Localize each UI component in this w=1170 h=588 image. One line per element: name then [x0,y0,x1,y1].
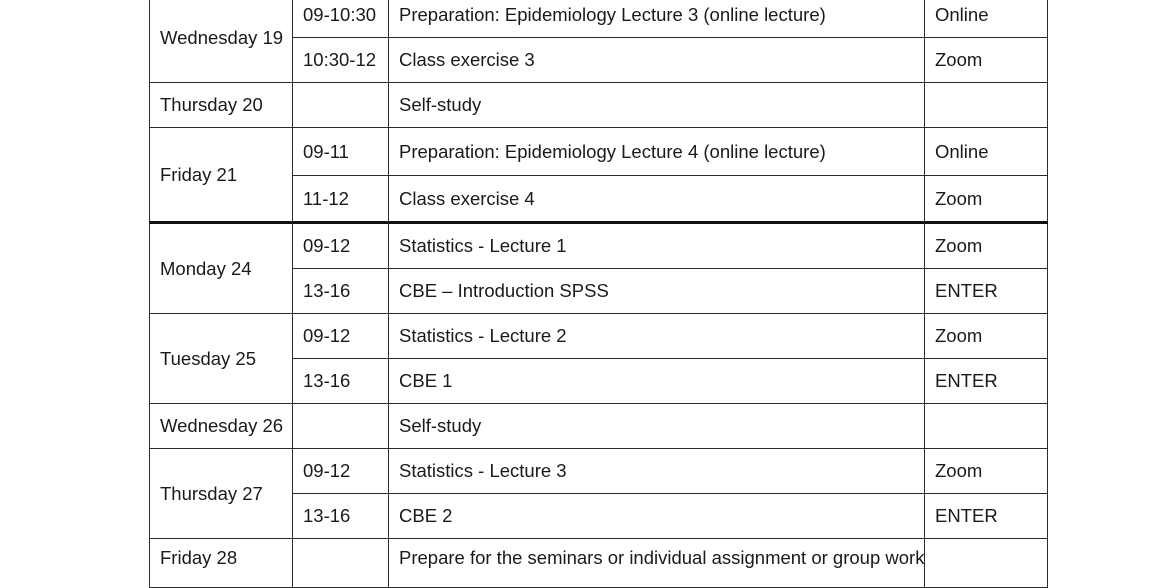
activity-cell: Class exercise 3 [389,38,925,83]
day-cell: Wednesday 19 [150,0,293,83]
table-row [150,404,1048,449]
location-cell [925,539,1048,588]
time-cell: 13-16 [293,359,389,404]
time-cell: 09-12 [293,223,389,269]
activity-cell: Statistics - Lecture 1 [389,223,925,269]
day-cell: Thursday 20 [150,83,293,128]
activity-cell: CBE 1 [389,359,925,404]
table-row [150,223,1048,269]
location-cell: Zoom [925,314,1048,359]
table-row [150,0,1048,38]
activity-cell: Preparation: Epidemiology Lecture 4 (online lecture) [389,128,925,176]
time-cell: 13-16 [293,494,389,539]
time-cell [293,404,389,449]
table-row [150,539,1048,588]
day-cell: Wednesday 26 [150,404,293,449]
activity-cell: Self-study [389,404,925,449]
day-cell: Friday 28 [150,539,293,588]
day-cell: Friday 21 [150,128,293,223]
table-row [150,128,1048,176]
activity-cell: Preparation: Epidemiology Lecture 3 (online lecture) [389,0,925,38]
time-cell: 09-11 [293,128,389,176]
location-cell: Zoom [925,176,1048,223]
table-row [150,314,1048,359]
location-cell: Zoom [925,223,1048,269]
activity-cell: Statistics - Lecture 3 [389,449,925,494]
activity-cell: Self-study [389,83,925,128]
day-cell: Tuesday 25 [150,314,293,404]
day-cell: Thursday 27 [150,449,293,539]
time-cell: 13-16 [293,269,389,314]
activity-cell: Prepare for the seminars or individual assignment or group work [389,539,925,588]
time-cell: 09-12 [293,314,389,359]
location-cell: ENTER [925,494,1048,539]
table-row [150,83,1048,128]
activity-cell: Class exercise 4 [389,176,925,223]
activity-cell: CBE 2 [389,494,925,539]
time-cell: 10:30-12 [293,38,389,83]
time-cell [293,83,389,128]
location-cell [925,404,1048,449]
schedule-table [149,0,1048,588]
time-cell [293,539,389,588]
activity-cell: CBE – Introduction SPSS [389,269,925,314]
location-cell: Zoom [925,449,1048,494]
table-row [150,449,1048,494]
location-cell: Online [925,0,1048,38]
time-cell: 09-12 [293,449,389,494]
time-cell: 09-10:30 [293,0,389,38]
location-cell: ENTER [925,359,1048,404]
location-cell [925,83,1048,128]
day-cell: Monday 24 [150,223,293,314]
activity-cell: Statistics - Lecture 2 [389,314,925,359]
location-cell: ENTER [925,269,1048,314]
time-cell: 11-12 [293,176,389,223]
location-cell: Online [925,128,1048,176]
location-cell: Zoom [925,38,1048,83]
